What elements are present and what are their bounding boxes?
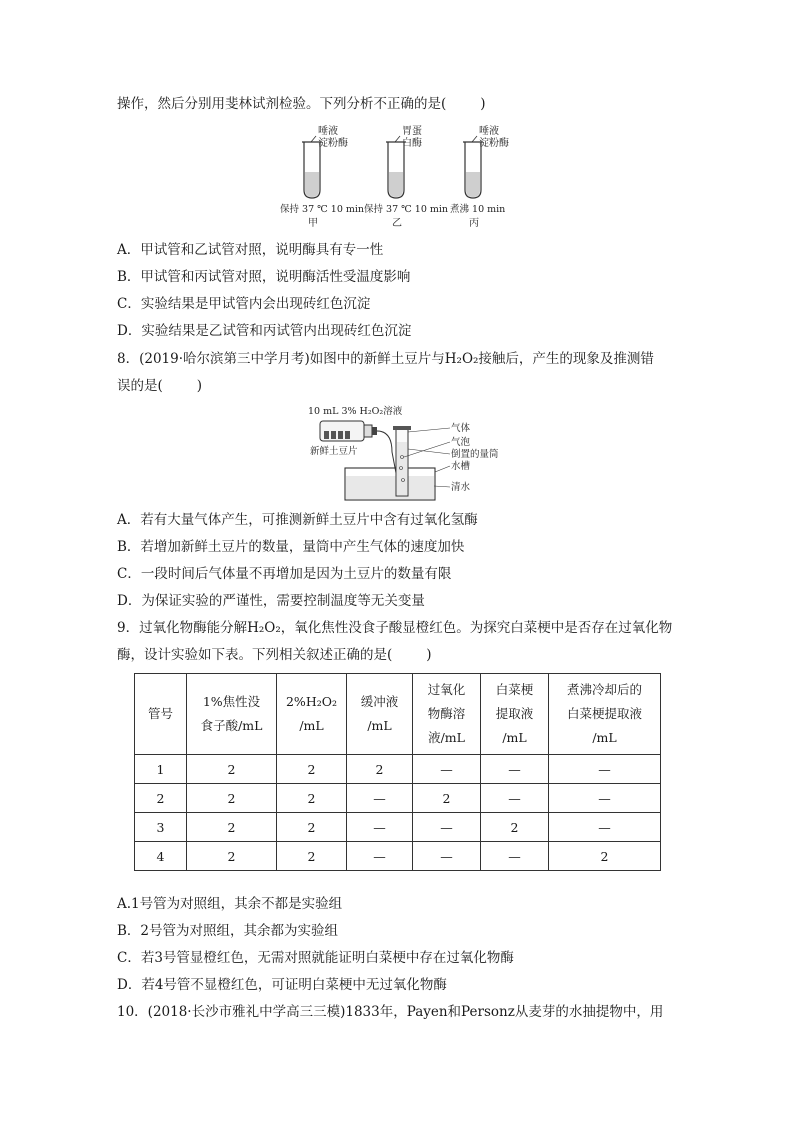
table-row [135, 813, 661, 842]
q9-option-c: C．若3号管显橙红色，无需对照就能证明白菜梗中存在过氧化物酶 [117, 950, 514, 966]
h2o2-label: 10 mL 3% H₂O₂溶液 [308, 406, 403, 417]
question-10-stem: 10．(2018·长沙市雅礼中学高三三模)1833年，Payen和Personz从麦芽的水抽提物中，用 [117, 1004, 664, 1020]
tube-jia-label-1: 唾液 [318, 126, 338, 137]
table-cell: — [347, 842, 413, 871]
table-cell: 2 [187, 784, 277, 813]
header-boiled-extract: 煮沸冷却后的 白菜梗提取液 /mL [549, 674, 661, 755]
table-cell: 2 [277, 755, 347, 784]
q7-option-d: D．实验结果是乙试管和丙试管内出现砖红色沉淀 [117, 323, 412, 339]
q8-option-c: C．一段时间后气体量不再增加是因为土豆片的数量有限 [117, 566, 452, 582]
tube-jia-name: 甲 [308, 218, 318, 229]
question-9-stem-line1: 9．过氧化物酶能分解H₂O₂，氧化焦性没食子酸显橙红色。为探究白菜梗中是否存在过氧化物 [117, 620, 673, 636]
test-tube-figure [272, 122, 512, 232]
label-bubbles: 气泡 [451, 437, 471, 448]
table-header-row [135, 674, 661, 755]
label-trough: 水槽 [451, 461, 471, 472]
tube-jia-condition: 保持 37 ℃ 10 min [280, 204, 365, 215]
experiment-table [134, 673, 661, 871]
tube-bing-label-2: 淀粉酶 [479, 138, 509, 149]
q7-option-a: A．甲试管和乙试管对照，说明酶具有专一性 [117, 242, 384, 258]
table-cell: — [481, 755, 549, 784]
q8-option-a: A．若有大量气体产生，可推测新鲜土豆片中含有过氧化氢酶 [117, 512, 478, 528]
q9-option-d: D．若4号管不显橙红色，可证明白菜梗中无过氧化物酶 [117, 977, 447, 993]
tube-bing-label-1: 唾液 [479, 126, 499, 137]
table-cell: 2 [187, 813, 277, 842]
table-row [135, 842, 661, 871]
table-cell: — [413, 813, 481, 842]
q8-option-d: D．为保证实验的严谨性，需要控制温度等无关变量 [117, 593, 425, 609]
table-cell: 2 [135, 784, 187, 813]
header-h2o2: 2%H₂O₂ /mL [277, 674, 347, 755]
label-gas: 气体 [451, 423, 471, 434]
tube-jia-label-2: 淀粉酶 [318, 138, 348, 149]
table-cell: 3 [135, 813, 187, 842]
table-row [135, 784, 661, 813]
q9-option-b: B．2号管为对照组，其余都为实验组 [117, 923, 339, 939]
q7-option-c: C．实验结果是甲试管内会出现砖红色沉淀 [117, 296, 371, 312]
tube-yi [364, 125, 448, 229]
tube-yi-label-2: 白酶 [402, 138, 422, 149]
table-cell: 2 [277, 813, 347, 842]
header-tube-no: 管号 [135, 674, 187, 755]
header-peroxidase: 过氧化 物酶溶 液/mL [413, 674, 481, 755]
table-cell: — [413, 842, 481, 871]
table-cell: — [481, 842, 549, 871]
question-8-stem-line2: 误的是( ) [117, 378, 203, 394]
table-cell: 2 [277, 842, 347, 871]
potato-apparatus-figure [300, 402, 500, 504]
question-8-stem-line1: 8．(2019·哈尔滨第三中学月考)如图中的新鲜土豆片与H₂O₂接触后，产生的现象及推测错 [117, 351, 654, 367]
table-cell: 2 [413, 784, 481, 813]
label-inverted-cylinder: 倒置的量筒 [451, 449, 499, 460]
table-cell: 2 [549, 842, 661, 871]
table-cell: — [549, 784, 661, 813]
table-cell: 2 [187, 842, 277, 871]
tube-yi-name: 乙 [392, 218, 402, 229]
tube-bing [450, 124, 509, 229]
question-7-stem: 操作，然后分别用斐林试剂检验。下列分析不正确的是( ) [117, 96, 486, 112]
table-cell: 2 [187, 755, 277, 784]
tube-yi-condition: 保持 37 ℃ 10 min [364, 204, 449, 215]
potato-label: 新鲜土豆片 [310, 446, 358, 457]
table-cell: — [549, 755, 661, 784]
header-buffer: 缓冲液 /mL [347, 674, 413, 755]
table-cell: 1 [135, 755, 187, 784]
table-cell: — [413, 755, 481, 784]
tube-jia [280, 124, 364, 229]
table-cell: 2 [277, 784, 347, 813]
table-cell: 4 [135, 842, 187, 871]
question-9-stem-line2: 酶，设计实验如下表。下列相关叙述正确的是( ) [117, 647, 432, 663]
table-cell: 2 [481, 813, 549, 842]
table-cell: 2 [347, 755, 413, 784]
tube-yi-label-1: 胃蛋 [402, 126, 422, 137]
tube-bing-condition: 煮沸 10 min [450, 204, 506, 215]
label-water: 清水 [451, 482, 471, 493]
q8-option-b: B．若增加新鲜土豆片的数量，量筒中产生气体的速度加快 [117, 539, 465, 555]
q9-option-a: A.1号管为对照组，其余不都是实验组 [117, 896, 343, 912]
table-row [135, 755, 661, 784]
q7-option-b: B．甲试管和丙试管对照，说明酶活性受温度影响 [117, 269, 411, 285]
table-cell: — [481, 784, 549, 813]
table-cell: — [549, 813, 661, 842]
table-cell: — [347, 813, 413, 842]
header-pyrogallol: 1%焦性没 食子酸/mL [187, 674, 277, 755]
header-cabbage-extract: 白菜梗 提取液 /mL [481, 674, 549, 755]
tube-bing-name: 丙 [469, 218, 479, 229]
table-cell: — [347, 784, 413, 813]
